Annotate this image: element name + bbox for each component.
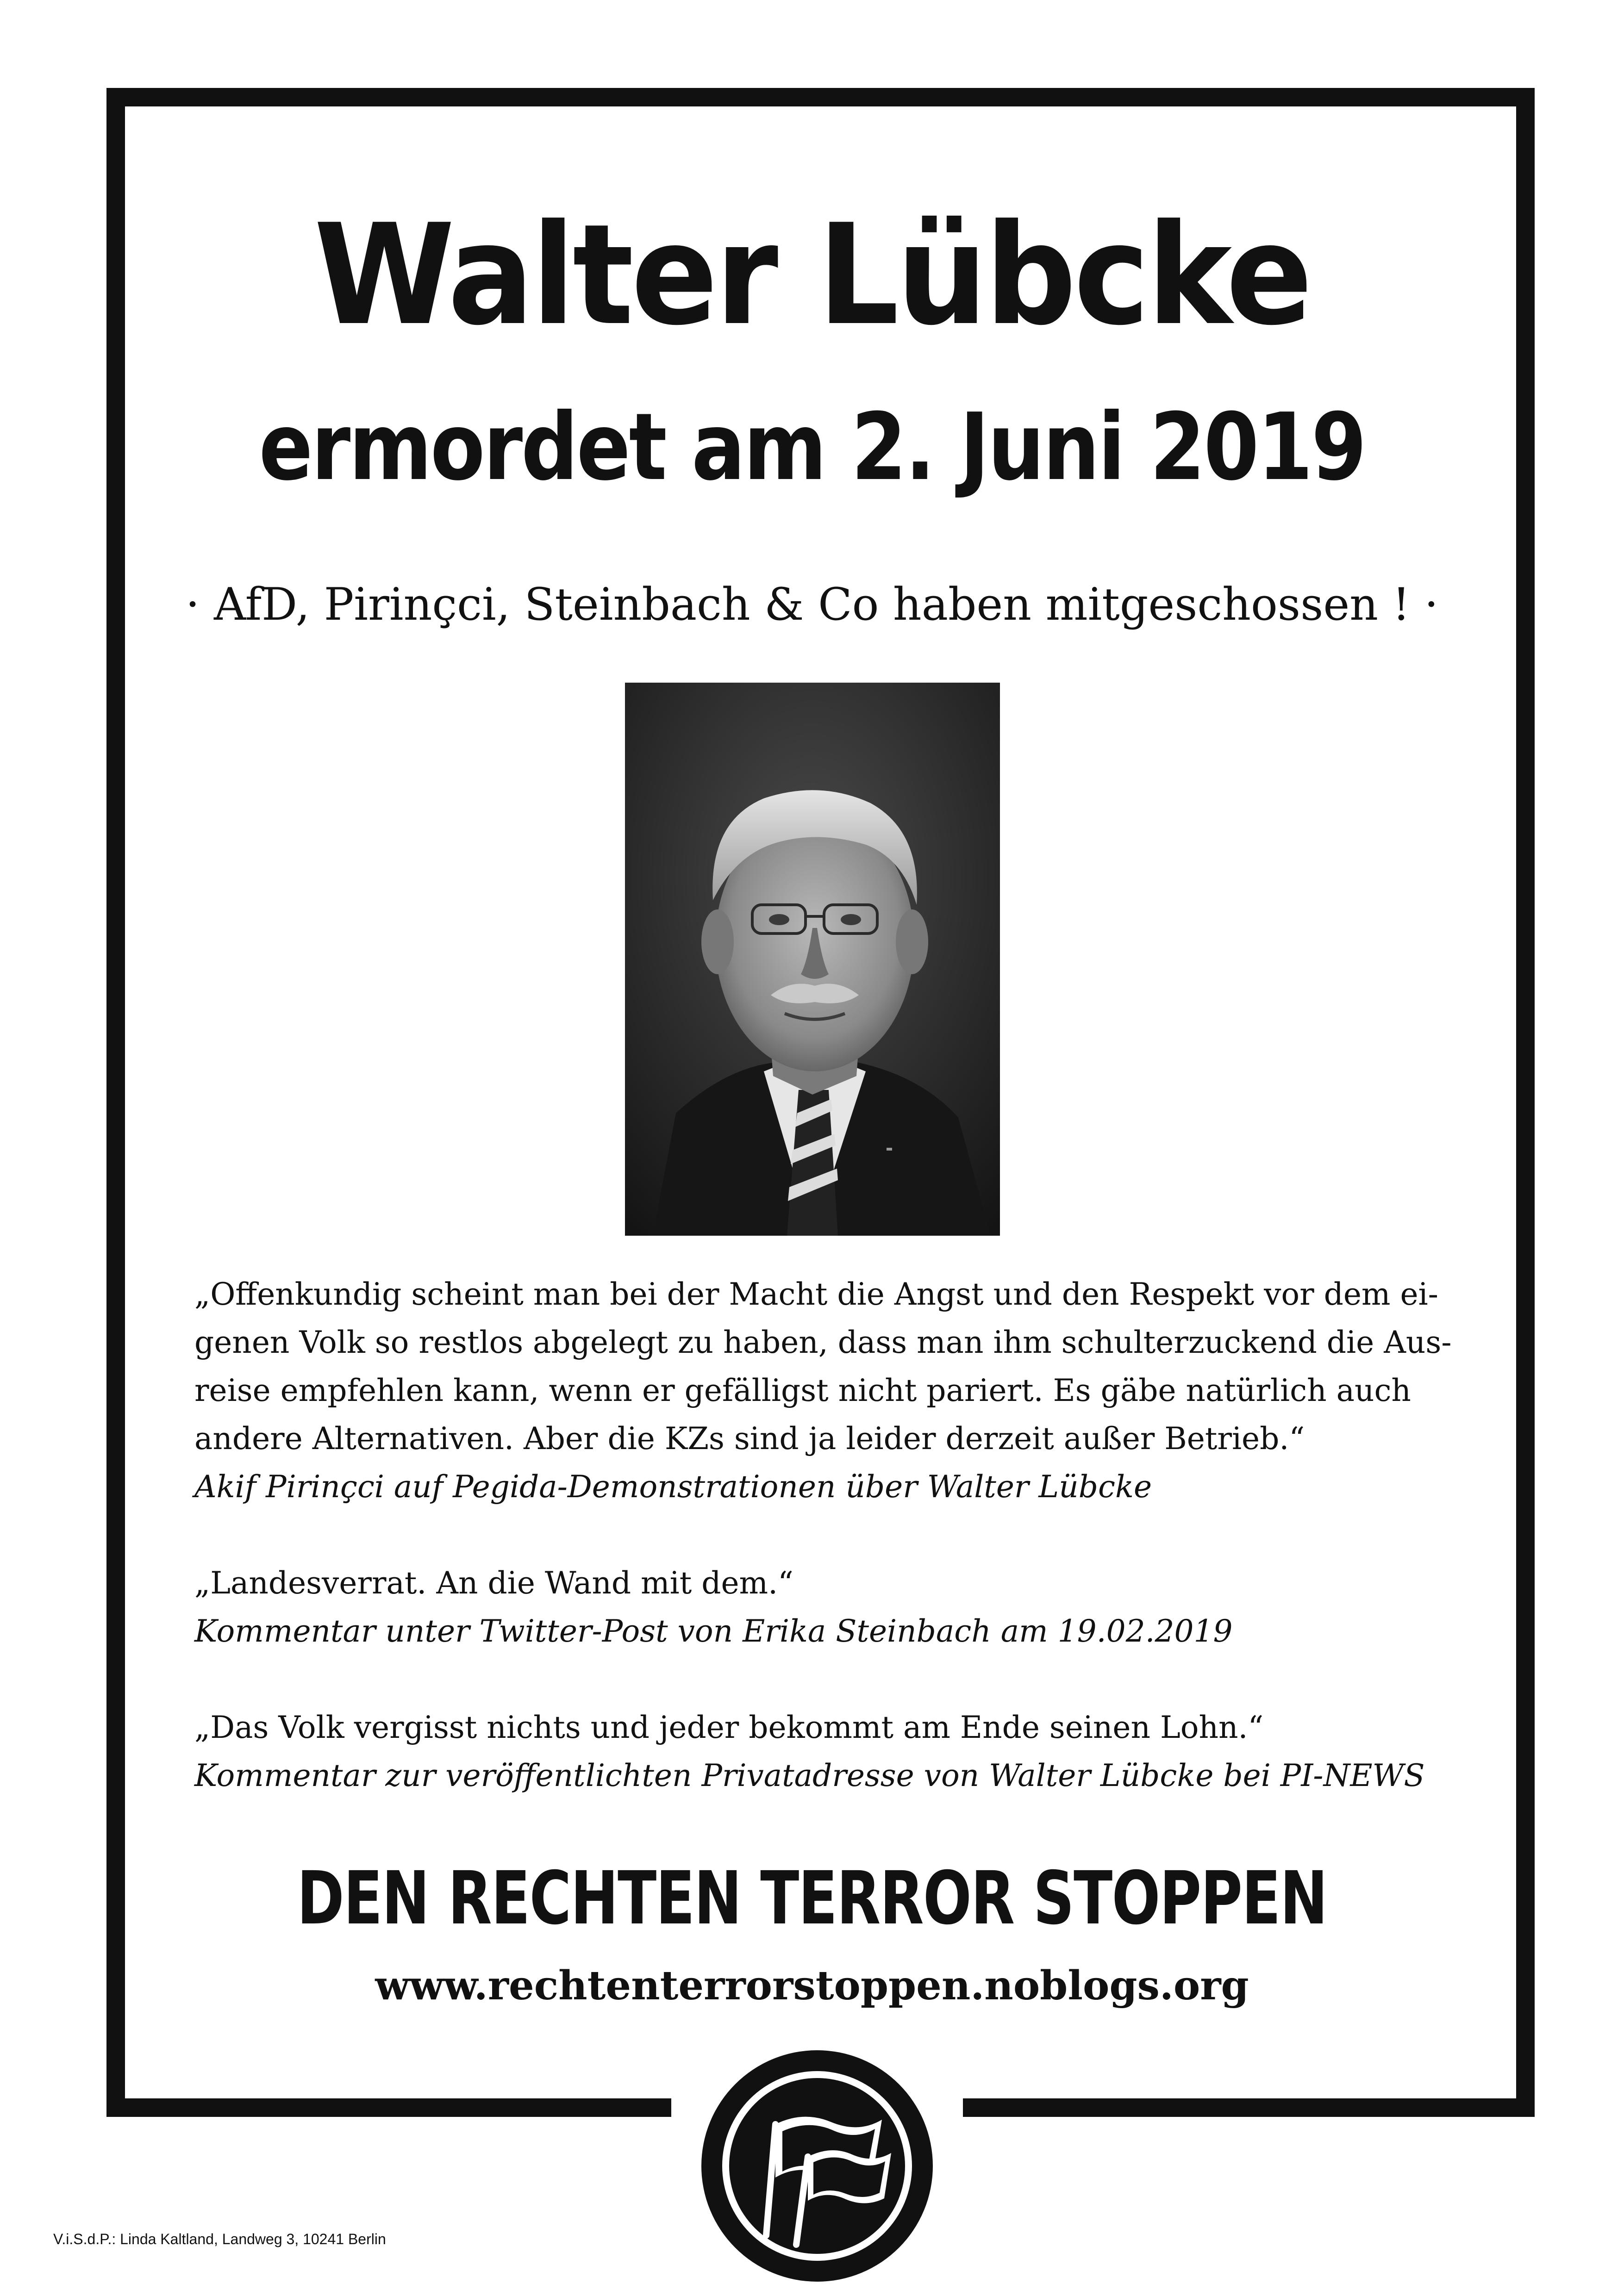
quote-line: reise empfehlen kann, wenn er gefälligst nicht pariert. Es gäbe natürlich auch [194, 1373, 1411, 1408]
tagline: · AfD, Pirinçci, Steinbach & Co haben mitgeschossen ! · [185, 579, 1439, 630]
portrait-photo [625, 683, 1000, 1236]
quote-pirincci [194, 1270, 1452, 1511]
quote-source: Kommentar zur veröffentlichten Privatadresse von Walter Lübcke bei PI-NEWS [194, 1758, 1425, 1793]
antifa-flag-icon [697, 2046, 937, 2286]
quote-line: „Landesverrat. An die Wand mit dem.“ [194, 1565, 793, 1601]
headline-name: Walter Lübcke [314, 194, 1310, 356]
quote-steinbach [194, 1559, 1426, 1655]
quote-source: Akif Pirinçci auf Pegida-Demonstrationen über Walter Lübcke [194, 1469, 1152, 1505]
quote-line: andere Alternativen. Aber die KZs sind ja leider derzeit außer Betrieb.“ [194, 1421, 1305, 1456]
poster-frame-bottom-right [963, 2098, 1535, 2117]
imprint: V.i.S.d.P.: Linda Kaltland, Landweg 3, 10241 Berlin [53, 2231, 386, 2247]
quote-source: Kommentar unter Twitter-Post von Erika Steinbach am 19.02.2019 [194, 1613, 1233, 1649]
poster-frame-bottom-left [106, 2098, 671, 2117]
headline-date: ermordet am 2. Juni 2019 [259, 393, 1365, 501]
website-url[interactable]: www.rechtenterrorstoppen.noblogs.org [375, 1962, 1249, 2009]
slogan: DEN RECHTEN TERROR STOPPEN [297, 1856, 1327, 1941]
quote-pi-news [194, 1704, 1426, 1800]
quotes-section [194, 1270, 1452, 1848]
quote-line: „Offenkundig scheint man bei der Macht die Angst und den Respekt vor dem ei- [194, 1276, 1438, 1312]
quote-line: „Das Volk vergisst nichts und jeder bekommt am Ende seinen Lohn.“ [194, 1710, 1264, 1745]
quote-line: genen Volk so restlos abgelegt zu haben, dass man ihm schulterzuckend die Aus- [194, 1325, 1452, 1360]
